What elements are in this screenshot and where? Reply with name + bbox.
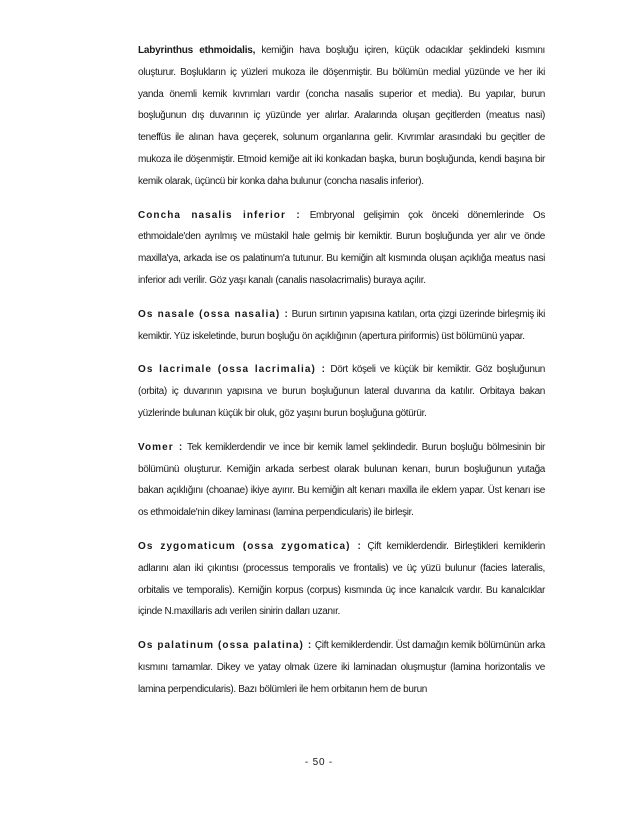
term-heading: Os palatinum (ossa palatina) :: [138, 640, 313, 652]
term-heading: Concha nasalis inferior :: [138, 209, 301, 221]
paragraph-text: Tek kemiklerdendir ve ince bir kemik lamel şeklindedir. Burun boşluğu bölmesinin bir bölümünü oluşturur. Kemiğin arkada serbest olarak bulunan kenarı, burun boşluğunun yutağa bakan açıklığını (choanae) ikiye ayırır. Bu kemiğin alt kenarı maxilla ile eklem yapar. Üst kenarı ise os ethmoidale'nin dikey laminası (lamina perpendicularis) ile birleşir.: [138, 441, 546, 519]
term-heading: Os zygomaticum (ossa zygomatica) :: [138, 540, 362, 552]
term-heading: Labyrinthus ethmoidalis,: [138, 45, 256, 56]
page-body: [138, 40, 545, 701]
paragraph-os-nasale: [138, 304, 545, 348]
paragraph-text: Çift kemiklerdendir. Üst damağın kemik bölümünün arka kısmını tamamlar. Dikey ve yatay olmak üzere iki laminadan oluşmuştur (lamina horizontalis ve lamina perpendicularis). Bazı bölümleri ile hem orbitanın hem de burun: [138, 640, 545, 695]
paragraph-text: Embryonal gelişimin çok önceki dönemlerinde Os ethmoidale'den ayrılmış ve müstakil hale gelmiş bir kemiktir. Burun boşluğunda yer alır ve önde maxilla'ya, arkada ise os palatinum'a tutunur. Bu kemiğin alt kısmında oluşan açıklığa meatus nasi inferior adı verilir. Göz yaşı kanalı (canalis nasolacrimalis) buraya açılır.: [138, 209, 545, 286]
paragraph-os-palatinum: [138, 635, 545, 700]
paragraph-text: Dört köşeli ve küçük bir kemiktir. Göz boşluğunun (orbita) iç duvarının yapısına ve burun boşluğunun lateral duvarına da katılır. Orbitaya bakan yüzlerinde bulunan küçük bir oluk, göz yaşını burun boşluğuna götürür.: [138, 364, 546, 419]
term-heading: Os lacrimale (ossa lacrimalia) :: [138, 364, 326, 376]
term-heading: Os nasale (ossa nasalia) :: [138, 308, 289, 320]
paragraph-concha-nasalis-inferior: [138, 205, 545, 292]
term-heading: Vomer :: [138, 441, 184, 453]
paragraph-text: Çift kemiklerdendir. Birleştikleri kemiklerin adlarını alan iki çıkıntısı (processus temporalis ve frontalis) ve üç yüzü bulunur (facies lateralis, orbitalis ve temporalis). Kemiğin korpus (corpus) kısmında üç ince kanalcık vardır. Bu kanalcıklar içinde N.maxillaris adı verilen sinirin dalları uzanır.: [138, 540, 545, 618]
page-number: - 50 -: [304, 757, 334, 768]
paragraph-vomer: [138, 437, 545, 524]
paragraph-os-lacrimale: [138, 359, 545, 424]
paragraph-labyrinthus-ethmoidalis: [138, 40, 545, 193]
paragraph-text: Burun sırtının yapısına katılan, orta çizgi üzerinde birleşmiş iki kemiktir. Yüz iskeletinde, burun boşluğu ön açıklığının (apertura piriformis) üst bölümünü yapar.: [138, 308, 545, 342]
paragraph-text: kemiğin hava boşluğu içiren, küçük odacıklar şeklindeki kısmını oluşturur. Boşlukların iç yüzleri mukoza ile döşenmiştir. Bu bölümün medial yüzünde ve her iki yanda önemli kemik kıvrımları vardır (concha nasalis superior et media). Bu yapılar, burun boşluğunun dış duvarının iç yüzünde yer alırlar. Aralarında oluşan geçitlerden (meatus nasi) teneffüs ile alınan hava geçerek, solunum organlarına gelir. Kıvrımlar arasındaki bu geçitler de mukoza ile döşenmiştir. Etmoid kemiğe ait iki konkadan başka, burun boşluğunda, kendi başına bir kemik olarak, üçüncü bir konka daha bulunur (concha nasalis inferior).: [138, 45, 545, 187]
paragraph-os-zygomaticum: [138, 536, 545, 623]
